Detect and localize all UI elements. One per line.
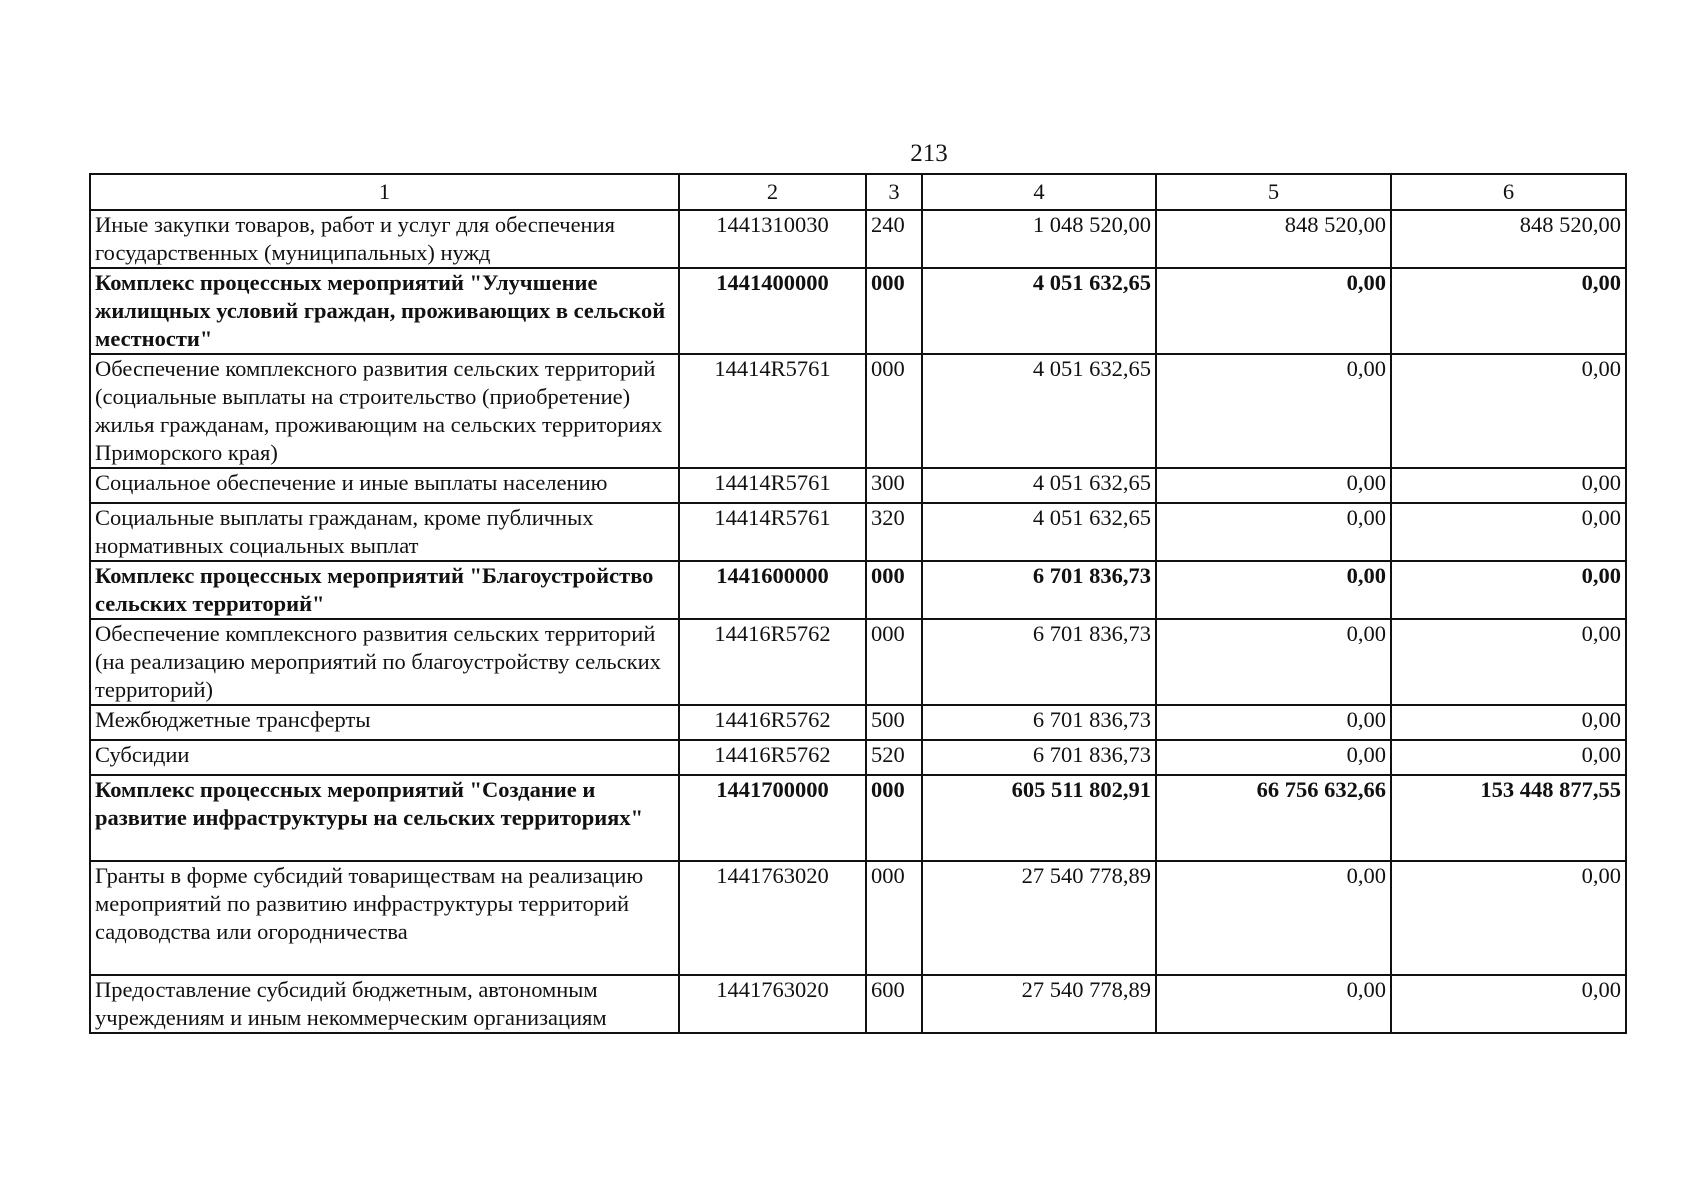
row-value-col5: 0,00 — [1156, 354, 1391, 468]
row-value-col5: 848 520,00 — [1156, 210, 1391, 268]
row-value-col5: 0,00 — [1156, 740, 1391, 775]
column-header-3: 3 — [866, 174, 922, 210]
table-body — [90, 210, 1626, 1033]
row-value-col5: 0,00 — [1156, 861, 1391, 975]
row-name: Комплекс процессных мероприятий "Благоустройство сельских территорий" — [90, 561, 679, 619]
row-code: 14414R5761 — [679, 354, 866, 468]
row-type-code: 520 — [866, 740, 922, 775]
row-name: Комплекс процессных мероприятий "Создание и развитие инфраструктуры на сельских территориях" — [90, 775, 679, 861]
row-value-col4: 4 051 632,65 — [922, 268, 1156, 354]
row-value-col6: 0,00 — [1391, 619, 1626, 705]
row-value-col6: 0,00 — [1391, 705, 1626, 740]
table-row — [90, 468, 1626, 503]
row-value-col4: 27 540 778,89 — [922, 975, 1156, 1033]
row-code: 1441400000 — [679, 268, 866, 354]
row-type-code: 000 — [866, 861, 922, 975]
row-value-col6: 0,00 — [1391, 354, 1626, 468]
row-value-col4: 4 051 632,65 — [922, 503, 1156, 561]
row-value-col4: 6 701 836,73 — [922, 740, 1156, 775]
row-name: Обеспечение комплексного развития сельских территорий (социальные выплаты на строительство (приобретение) жилья гражданам, проживающим на сельских территориях Приморского края) — [90, 354, 679, 468]
row-value-col6: 0,00 — [1391, 861, 1626, 975]
row-type-code: 000 — [866, 619, 922, 705]
row-code: 14416R5762 — [679, 740, 866, 775]
row-type-code: 000 — [866, 775, 922, 861]
table-row — [90, 268, 1626, 354]
row-value-col5: 0,00 — [1156, 561, 1391, 619]
row-value-col6: 153 448 877,55 — [1391, 775, 1626, 861]
row-name: Социальное обеспечение и иные выплаты населению — [90, 468, 679, 503]
row-name: Обеспечение комплексного развития сельских территорий (на реализацию мероприятий по благоустройству сельских территорий) — [90, 619, 679, 705]
row-value-col5: 66 756 632,66 — [1156, 775, 1391, 861]
row-type-code: 240 — [866, 210, 922, 268]
row-value-col4: 605 511 802,91 — [922, 775, 1156, 861]
table-row — [90, 619, 1626, 705]
row-value-col6: 0,00 — [1391, 740, 1626, 775]
row-value-col6: 0,00 — [1391, 561, 1626, 619]
row-value-col6: 848 520,00 — [1391, 210, 1626, 268]
table-row — [90, 354, 1626, 468]
table-row — [90, 861, 1626, 975]
row-code: 14414R5761 — [679, 503, 866, 561]
row-name: Иные закупки товаров, работ и услуг для обеспечения государственных (муниципальных) нужд — [90, 210, 679, 268]
row-name: Комплекс процессных мероприятий "Улучшение жилищных условий граждан, проживающих в сельской местности" — [90, 268, 679, 354]
row-type-code: 000 — [866, 268, 922, 354]
table-row — [90, 975, 1626, 1033]
row-type-code: 000 — [866, 561, 922, 619]
column-header-6: 6 — [1391, 174, 1626, 210]
column-header-2: 2 — [679, 174, 866, 210]
header-row — [90, 174, 1626, 210]
row-type-code: 500 — [866, 705, 922, 740]
row-value-col4: 4 051 632,65 — [922, 354, 1156, 468]
row-value-col4: 6 701 836,73 — [922, 561, 1156, 619]
column-header-4: 4 — [922, 174, 1156, 210]
row-value-col6: 0,00 — [1391, 468, 1626, 503]
row-value-col6: 0,00 — [1391, 503, 1626, 561]
row-value-col4: 27 540 778,89 — [922, 861, 1156, 975]
row-code: 14414R5761 — [679, 468, 866, 503]
table-row — [90, 775, 1626, 861]
table-row — [90, 503, 1626, 561]
table-row — [90, 210, 1626, 268]
row-value-col4: 1 048 520,00 — [922, 210, 1156, 268]
row-value-col4: 4 051 632,65 — [922, 468, 1156, 503]
row-code: 14416R5762 — [679, 619, 866, 705]
row-name: Предоставление субсидий бюджетным, автономным учреждениям и иным некоммерческим организациям — [90, 975, 679, 1033]
row-value-col5: 0,00 — [1156, 619, 1391, 705]
row-value-col4: 6 701 836,73 — [922, 705, 1156, 740]
budget-table — [89, 173, 1627, 1034]
row-type-code: 300 — [866, 468, 922, 503]
row-name: Межбюджетные трансферты — [90, 705, 679, 740]
row-type-code: 000 — [866, 354, 922, 468]
row-value-col6: 0,00 — [1391, 268, 1626, 354]
row-value-col5: 0,00 — [1156, 705, 1391, 740]
row-value-col5: 0,00 — [1156, 468, 1391, 503]
row-value-col4: 6 701 836,73 — [922, 619, 1156, 705]
column-header-5: 5 — [1156, 174, 1391, 210]
page-number-text: 213 — [910, 140, 948, 167]
row-name: Гранты в форме субсидий товариществам на реализацию мероприятий по развитию инфраструктуры территорий садоводства или огородничества — [90, 861, 679, 975]
row-value-col5: 0,00 — [1156, 503, 1391, 561]
row-code: 14416R5762 — [679, 705, 866, 740]
page-number — [0, 139, 1698, 169]
row-value-col6: 0,00 — [1391, 975, 1626, 1033]
row-code: 1441600000 — [679, 561, 866, 619]
table-row — [90, 705, 1626, 740]
row-value-col5: 0,00 — [1156, 268, 1391, 354]
column-header-1: 1 — [90, 174, 679, 210]
row-value-col5: 0,00 — [1156, 975, 1391, 1033]
row-code: 1441700000 — [679, 775, 866, 861]
row-name: Социальные выплаты гражданам, кроме публичных нормативных социальных выплат — [90, 503, 679, 561]
table-row — [90, 561, 1626, 619]
table-row — [90, 740, 1626, 775]
row-type-code: 600 — [866, 975, 922, 1033]
row-code: 1441310030 — [679, 210, 866, 268]
row-name: Субсидии — [90, 740, 679, 775]
row-type-code: 320 — [866, 503, 922, 561]
row-code: 1441763020 — [679, 975, 866, 1033]
row-code: 1441763020 — [679, 861, 866, 975]
